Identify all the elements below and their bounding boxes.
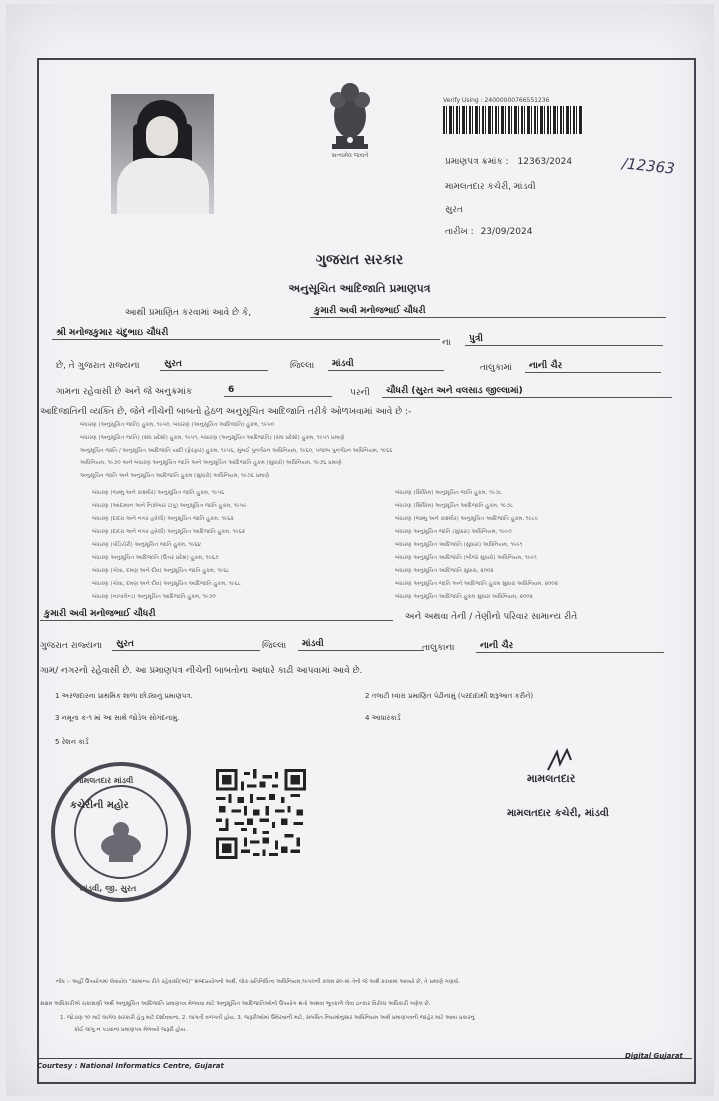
cert-number: 12363/2024 — [517, 157, 573, 167]
residence-state-prefix: ગુજરાત રાજ્યના — [40, 641, 103, 651]
order-left-5: બંધારણ (પોંડિચેરી) અનુસૂચિત જાતિ હુકમ, ૧૯૬૪ — [92, 542, 201, 548]
signature-scribble-icon — [545, 748, 575, 774]
footer-rule — [37, 1058, 692, 1059]
order-top-1: બંધારણ (અનુસૂચિત જાતિ) હુકમ, ૧૯૫૦, બંધારણ (અનુસૂચિત આદિજાતિ) હુકમ, ૧૯૫૦ — [80, 422, 275, 428]
handwritten-number: /12363 — [621, 154, 676, 178]
barcode — [443, 106, 583, 134]
order-top-5: અનુસૂચિત જાતિ અને અનુસૂચિત આદિજાતિ હુકમ (સુધારો) અધિનિયમ, ૧૯૭૬ પ્રમાણે — [80, 473, 270, 479]
seal-bottom-text: માંડવી, જી. સુરત — [80, 884, 137, 893]
document-item-4: 4 આધારકાર્ડ — [365, 714, 401, 722]
order-top-4: અધિનિયમ, ૧૯૭૦ અને બંધારણ અનુસૂચિત જાતિ અને અનુસૂચિત આદિજાતિ હુકમ (સુધારો) અધિનિયમ, ૧૯૭૬ પ્રમાણે — [80, 460, 342, 466]
order-left-3: બંધારણ (દાદરા અને નગર હવેલી) અનુસૂચિત જાતિ હુકમ, ૧૯૬૨ — [92, 516, 234, 522]
order-left-4: બંધારણ (દાદરા અને નગર હવેલી) અનુસૂચિત આદિજાતિ હુકમ, ૧૯૬૨ — [92, 529, 245, 535]
district-label: જિલ્લા — [290, 361, 315, 371]
village-prefix: ગામના રહેવાસી છે અને જે અનુક્રમાંક — [56, 387, 193, 397]
date-label: તારીખ : — [445, 227, 474, 237]
order-right-8: બંધારણ અનુસૂચિત જાતિ અને આદિજાતિ હુકમ સુધારા અધિનિયમ, ૨૦૦૨ — [395, 581, 558, 587]
state-city: સુરત — [160, 359, 268, 371]
relation: પુત્રી — [465, 334, 663, 346]
order-right-9: બંધારણ અનુસૂચિત આદિજાતિ હુકમ સુધારા અધિનિયમ, ૨૦૦૨ — [395, 594, 533, 600]
order-right-2: બંધારણ (સિક્કિમ) અનુસૂચિત આદિજાતિ હુકમ, ૧૯૭૮ — [395, 503, 514, 509]
qr-code — [216, 768, 306, 860]
order-right-5: બંધારણ અનુસૂચિત આદિજાતિ (સુધારા) અધિનિયમ, ૧૯૯૧ — [395, 542, 523, 548]
header-district: સુરત — [445, 205, 463, 215]
holder-name: કુમારી અવી મનોજભાઈ ચૌધરી — [310, 306, 666, 318]
document-item-5: 5 રેશન કાર્ડ — [55, 738, 89, 746]
document-item-3: 3 નમૂના ક-૧ માં આ સાથે જોડેલ સોગંદનામું. — [55, 714, 180, 722]
signatory-title: મામલતદાર — [527, 772, 576, 785]
residence-name: કુમારી અવી મનોજભાઈ ચૌધરી — [40, 609, 393, 621]
residence-district-label: જિલ્લા — [262, 641, 287, 651]
state-prefix: છે, તે ગુજરાત રાજ્યના — [56, 361, 140, 371]
tribe-line: આદિજાતિની વ્યક્તિ છે, જેને નીચેની બાબતો હેઠળ અનુસૂચિત આદિજાતિ તરીકે ઓળખવામાં આવે છે :- — [40, 407, 412, 417]
date-row — [445, 227, 532, 237]
issuing-office: મામલતદાર કચેરી, માંડવી — [445, 182, 536, 192]
footer-courtesy: Courtesy : National Informatics Centre, Gujarat — [37, 1062, 224, 1070]
cert-number-row — [445, 157, 572, 167]
order-top-2: બંધારણ (અનુસૂચિત જાતિ) (સંઘ પ્રદેશો) હુકમ, ૧૯૫૧, બંધારણ (અનુસૂચિત આદિજાતિ) (સંઘ પ્રદેશો) હુકમ, ૧૯૫૧ પ્રમાણે — [80, 435, 345, 441]
document-item-1: 1 અરજદારના પ્રાથમિક શાળા છોડ્યાનું પ્રમાણપત્ર. — [55, 692, 193, 700]
cert-number-label: પ્રમાણપત્ર ક્રમાંક : — [445, 157, 509, 167]
government-title: ગુજરાત સરકાર — [315, 252, 404, 268]
relation-label: ના — [442, 338, 451, 348]
order-left-7: બંધારણ (ગોવા, દમણ અને દીવ) અનુસૂચિત જાતિ હુકમ, ૧૯૬૮ — [92, 568, 230, 574]
taluka: નાની ચૈર — [525, 361, 661, 373]
order-top-3: અનુસૂચિત જાતિ / અનુસૂચિત આદિજાતિ યાદી (ફેરફાર) હુકમ, ૧૯૫૬, મુંબઈ પુનર્ગઠન અધિનિયમ, ૧૯૬૦, પંજાબ પુનર્ગઠન અધિનિયમ, ૧૯૬૬ — [80, 448, 393, 454]
note-2: સક્ષમ અધિકારીએ ચકાસણી અર્થે અનુસૂચિત આદિજાતિ પ્રમાણપત્ર મેળવવા માટે અનુસૂચિત આદિજાતિઓનો ઉપયોગ થતો અથવા ભૂતકાળે લેવા ઇન્કાર વિરોધ્ધ અધિકારી ગણેલ છે. — [40, 1001, 431, 1007]
district: માંડવી — [328, 359, 444, 371]
emblem-caption: સત્યમેવ જયતે — [331, 152, 369, 159]
state-emblem-icon — [322, 78, 378, 156]
seal-center-text: કચેરીની મહોર — [70, 800, 129, 811]
note-4: કોઈ લાગુ ન પડવાના પ્રમાણપત્ર મેળવ્યો જરૂરી હોય. — [74, 1027, 187, 1033]
caste-label: પરની — [350, 388, 370, 398]
note-1: નોંધ :- અહીં ઉપયોગમાં લેવાયેલ "સામાન્ય રીતે રહેવાસી(ઓ)" શબ્દપ્રયોગનો અર્થ, લોક-પ્રતિનિધિત્વ અધિનિયમ,૧૯૫૦ની કલમ ૨૦-માં તેનો જે અર્થ કરવામાં આવ્યો છે, તે પ્રમાણે ગણવો. — [56, 979, 461, 985]
order-left-8: બંધારણ (ગોવા, દમણ અને દીવ) અનુસૂચિત આદિજાતિ હુકમ, ૧૯૬૮ — [92, 581, 241, 587]
barcode-label: Verify Using : 24000000766551236 — [443, 97, 550, 104]
family-suffix: અને અથવા તેની / તેણીનો પરિવાર સામાન્ય રીતે — [405, 612, 578, 622]
residence-taluka-label: તાલુકાના — [422, 643, 455, 653]
document-item-2: 2 તલાટી ધ્વારા પ્રમાણિત પેઢીનામું (પરદાદાથી શરૂઆત કરીને) — [365, 692, 534, 700]
order-right-3: બંધારણ (જમ્મુ અને કાશ્મીર) અનુસૂચિત આદિજાતિ હુકમ, ૧૯૮૯ — [395, 516, 539, 522]
caste: ચૌધરી (સુરત અને વલસાડ જીલ્લામાં) — [382, 386, 672, 398]
footer-brand: Digital Gujarat — [625, 1052, 683, 1060]
taluka-label: તાલુકામાં — [480, 363, 513, 373]
order-right-7: બંધારણ અનુસૂચિત આદિજાતિ સુધારા, ૨૦૦૨ — [395, 568, 494, 574]
issue-date: 23/09/2024 — [480, 227, 533, 237]
order-left-9: બંધારણ (નાગાલેન્ડ) અનુસૂચિત આદિજાતિ હુકમ, ૧૯૭૦ — [92, 594, 216, 600]
father-name: શ્રી મનોજકુમાર ચંદુભાઇ ચૌધરી — [52, 328, 440, 340]
signatory-office: મામલતદાર કચેરી, માંડવી — [507, 808, 609, 819]
note-3: 1. જોડાણ ૧૦ માટે લાગેલ સરકારી હેતુ માટે દર્શાવવાના, 2. લાગતી વળગતી હોય, 3. જરૂરીઓમાં ઉમેરવાની માટે, સંબંધિત નિયમોનુસાર અધિનિયમ અર્થ પ્રમાણપત્રની જાહેર માટે આવા પ્રકારનું — [60, 1015, 475, 1021]
certificate-title: અનુસૂચિત આદિજાતિ પ્રમાણપત્ર — [288, 282, 431, 295]
order-left-1: બંધારણ (જમ્મુ અને કાશ્મીર) અનુસૂચિત જાતિ હુકમ, ૧૯૫૬ — [92, 490, 225, 496]
order-right-6: બંધારણ અનુસૂચિત આદિજાતિ (બીજો સુધારો) અધિનિયમ, ૧૯૯૧ — [395, 555, 537, 561]
serial-number: 6 — [224, 385, 332, 397]
order-right-1: બંધારણ (સિક્કિમ) અનુસૂચિત જાતિ હુકમ, ૧૯૭૮ — [395, 490, 502, 496]
order-right-4: બંધારણ અનુસૂચિત જાતિ (સુધારા) અધિનિયમ, ૧૯૯૦ — [395, 529, 512, 535]
applicant-photo — [111, 94, 214, 214]
order-left-6: બંધારણ અનુસૂચિત આદિજાતિ (ઉત્તર પ્રદેશ) હુકમ, ૧૯૬૭ — [92, 555, 219, 561]
residence-state-city: સુરત — [112, 639, 260, 651]
order-left-2: બંધારણ (આંદામાન અને નિકોબાર ટાપુ) અનુસૂચિત જાતિ હુકમ, ૧૯૫૯ — [92, 503, 247, 509]
residence-taluka: નાની ચૈર — [476, 641, 664, 653]
residence-district: માંડવી — [298, 639, 424, 651]
basis-line: ગામ/ નગરનો રહેવાસી છે. આ પ્રમાણપત્ર નીચેની બાબતોના આધારે કાઢી આપવામાં આવે છે. — [40, 666, 363, 676]
seal-top-text: મામલતદાર માંડવી — [76, 776, 134, 785]
certify-prefix: આથી પ્રમાણિત કરવામાં આવે છે કે, — [125, 308, 252, 318]
